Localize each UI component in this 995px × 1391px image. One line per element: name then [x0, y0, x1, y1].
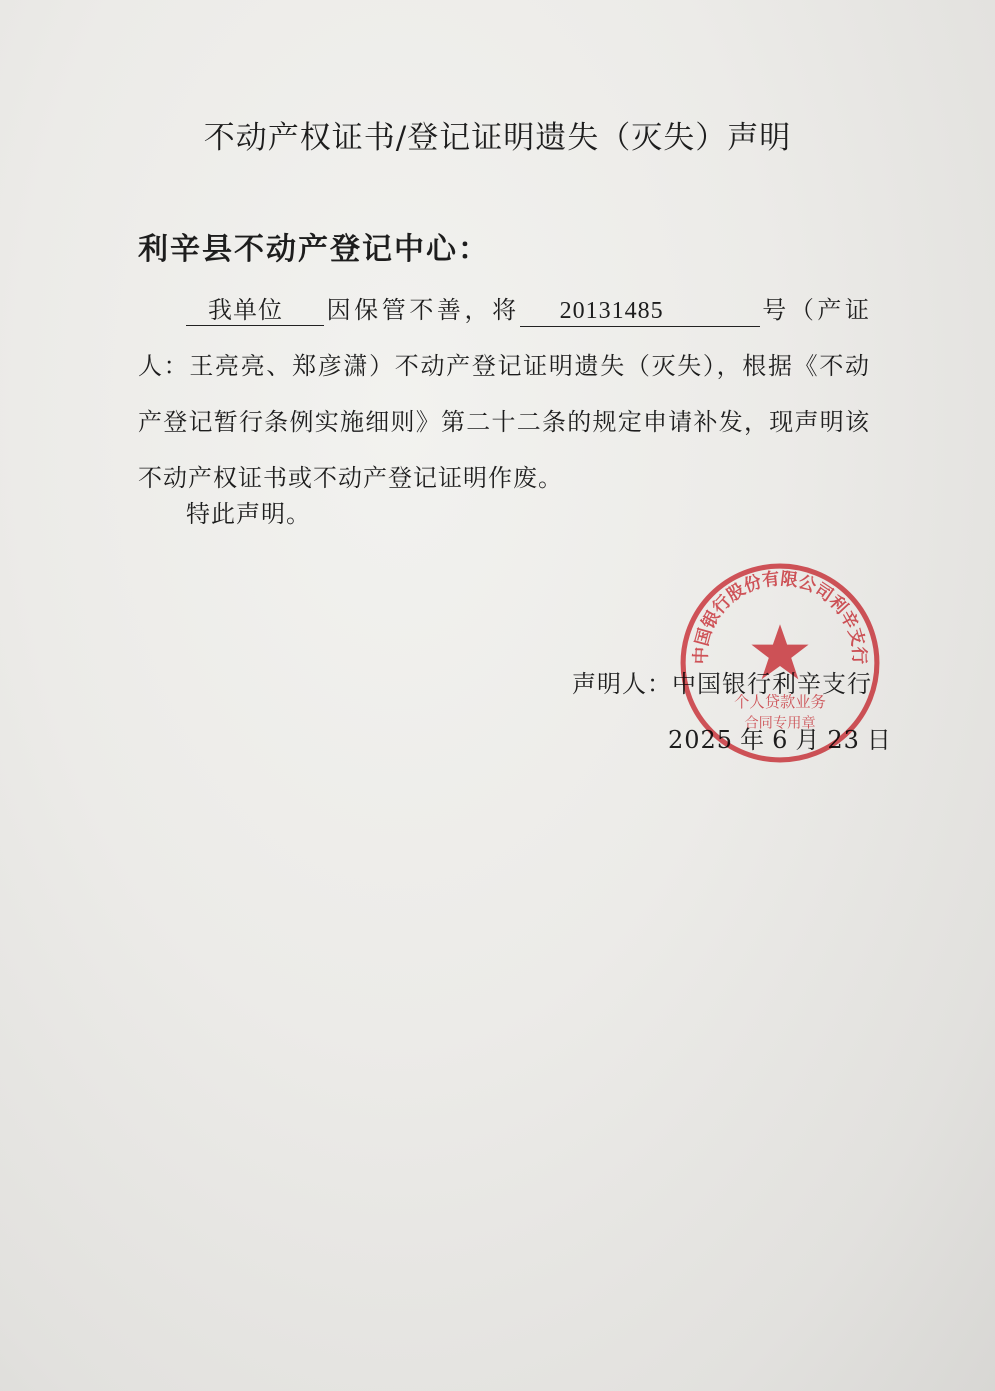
- date-day-unit: 日: [866, 726, 892, 754]
- paragraph-text-2: 号（产证人：王亮亮、郑彦潇）不动产登记证明遗失（灭失），根据《不动产登记暂行条例实施细则》第二十二条的规定申请补发，现声明该不动产权证书或不动产登记证明作废。: [138, 296, 871, 492]
- declarer-line: 声明人：中国银行利辛支行: [572, 670, 872, 698]
- seal-inner-line-1: 个人贷款业务: [734, 692, 826, 711]
- fill-blank-certificate-number: 20131485: [520, 296, 760, 327]
- date-year: 2025: [668, 726, 734, 754]
- date-month: 6: [772, 726, 789, 754]
- seal-inner-line-2: 合同专用章: [744, 715, 816, 732]
- closing-statement: 特此声明。: [186, 500, 311, 528]
- addressee: 利辛县不动产登记中心：: [138, 232, 490, 267]
- seal-outer-text: 中国银行股份有限公司利辛支行: [691, 569, 869, 665]
- official-seal-stamp: [678, 561, 882, 765]
- paragraph-text-1: 因保管不善，将: [324, 296, 520, 324]
- document-title: 不动产权证书/登记证明遗失（灭失）声明: [203, 120, 792, 156]
- declaration-paragraph: [138, 282, 870, 506]
- seal-star-icon: [751, 624, 808, 679]
- date-day: 23: [827, 726, 860, 754]
- date-month-unit: 月: [795, 726, 821, 754]
- date-year-unit: 年: [740, 726, 766, 754]
- fill-blank-unit: 我单位: [186, 295, 324, 326]
